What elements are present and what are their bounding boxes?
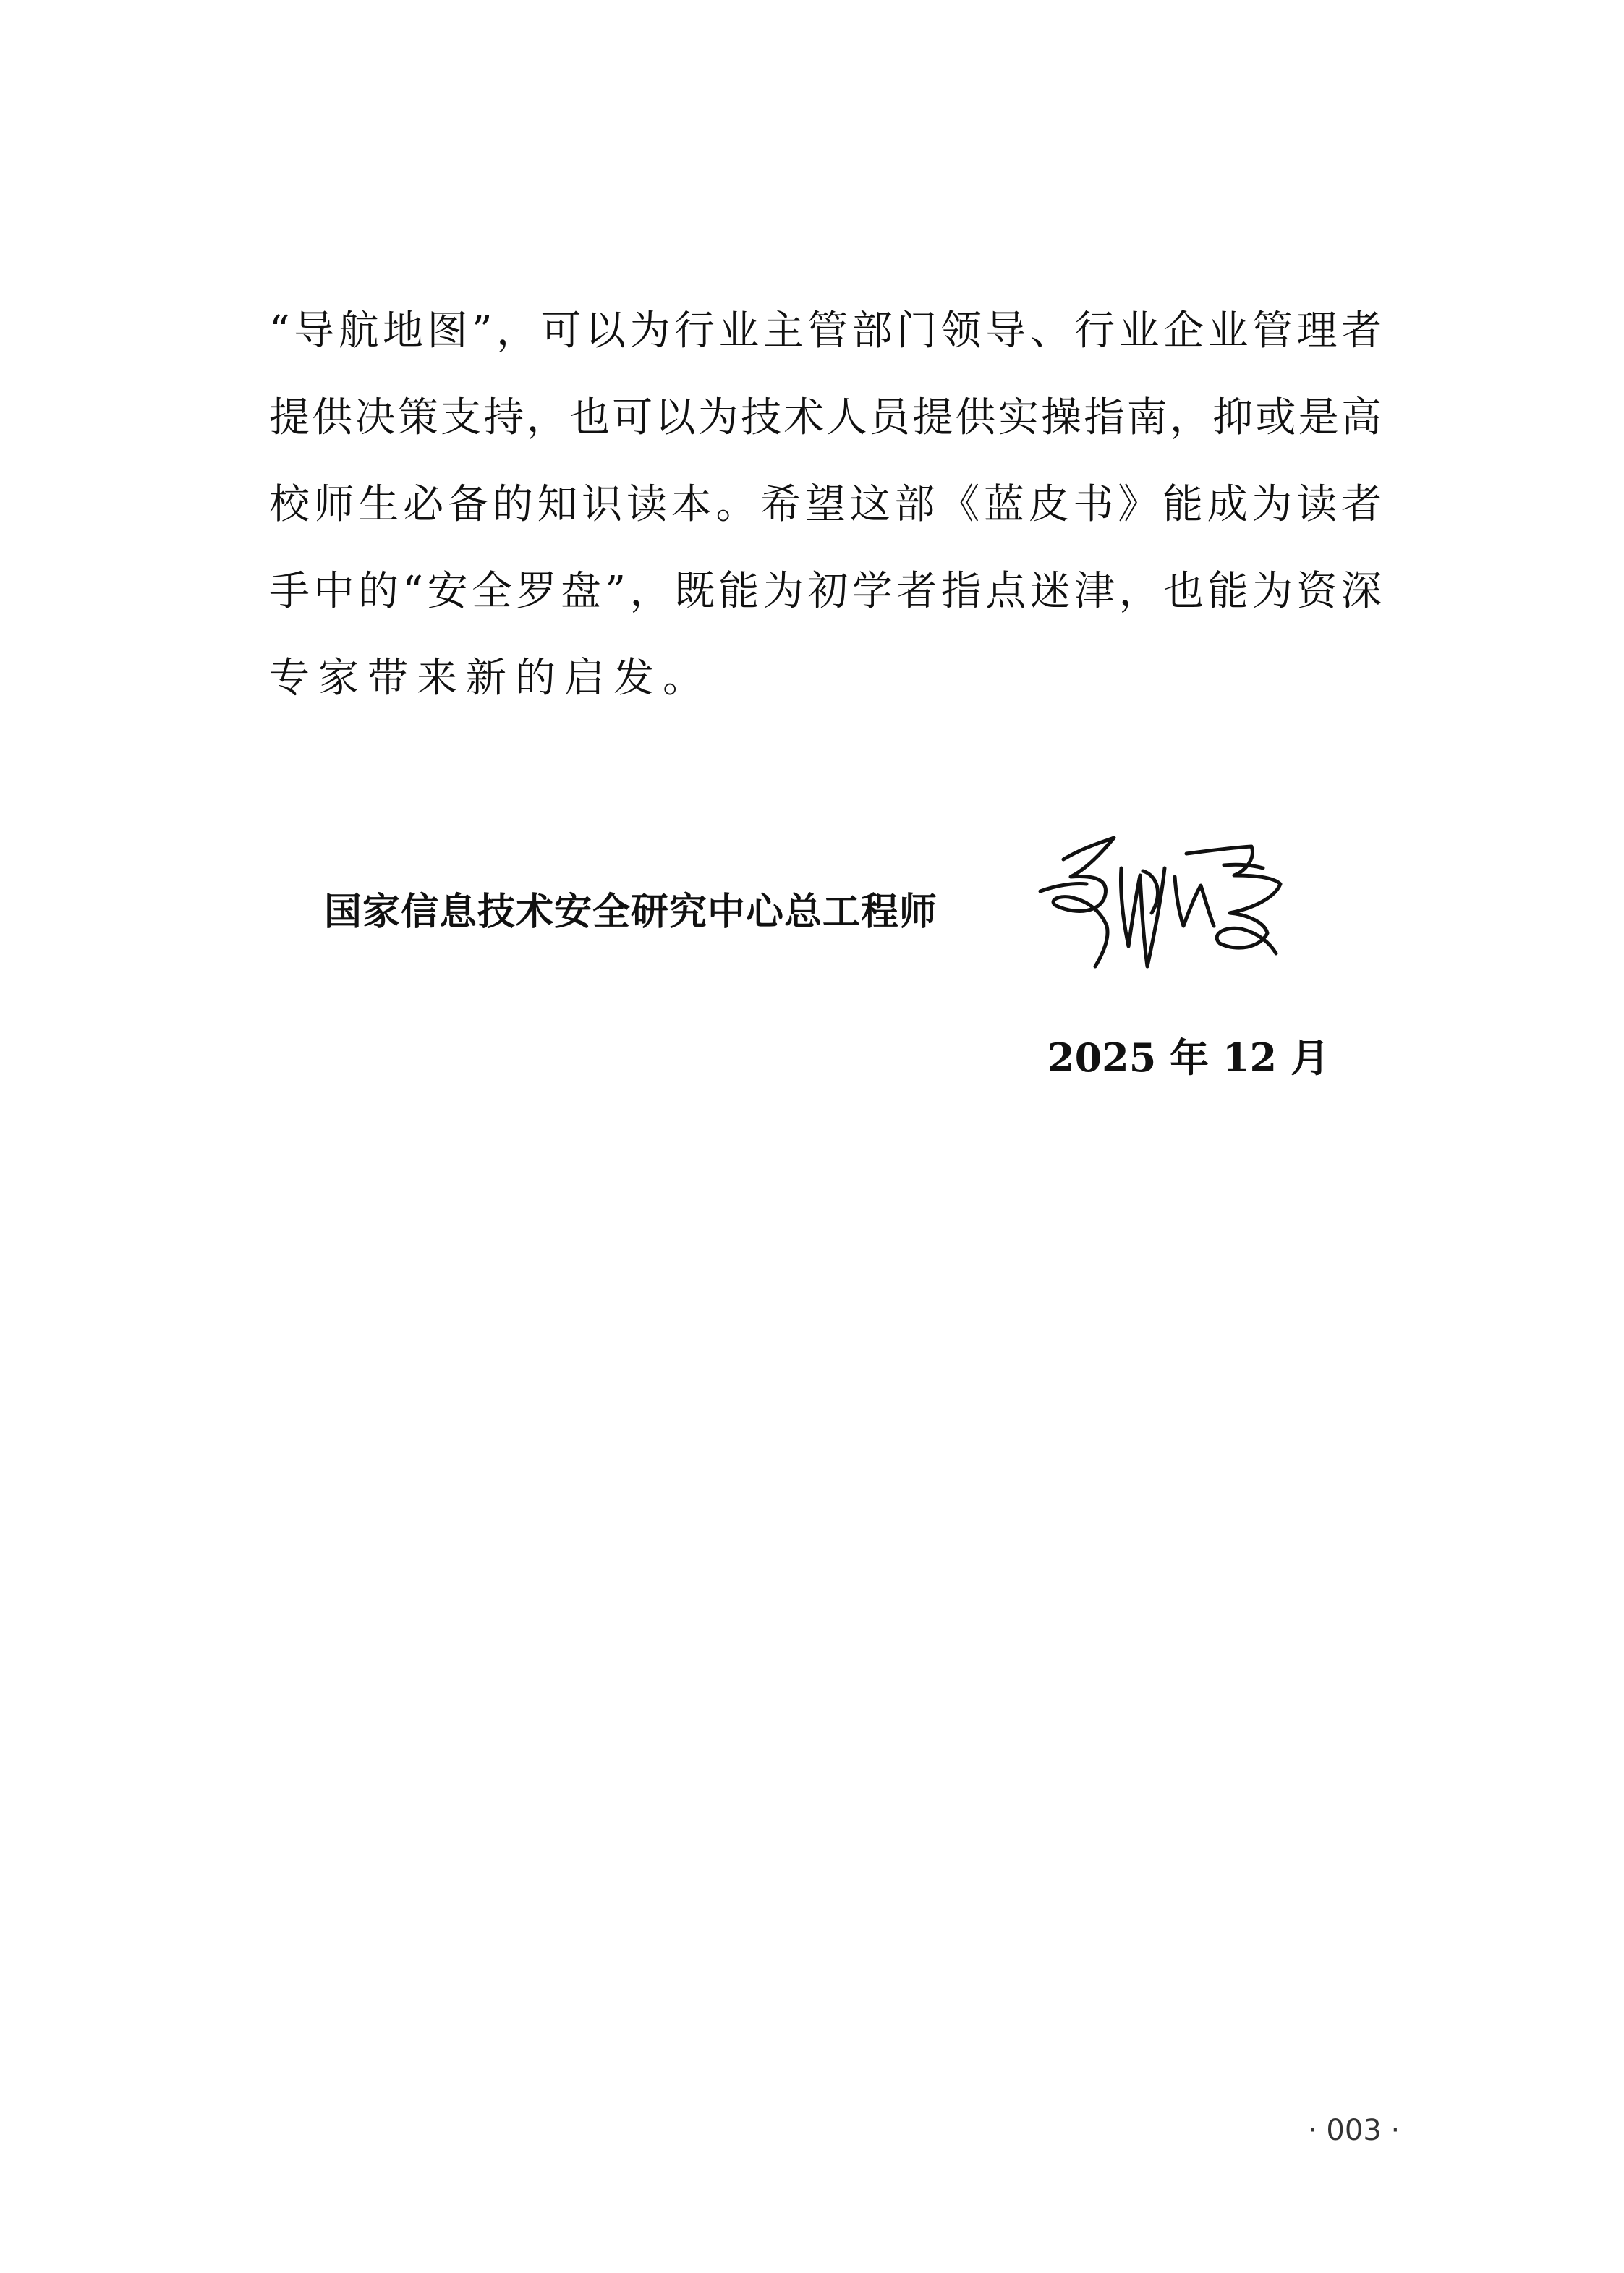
paragraph-line-2: 提供决策支持，也可以为技术人员提供实操指南，抑或是高 bbox=[269, 394, 1383, 441]
handwritten-signature bbox=[1034, 825, 1295, 984]
signature-block bbox=[324, 825, 1337, 969]
signatory-title: 国家信息技术安全研究中心总工程师 bbox=[324, 891, 938, 934]
paragraph-line-3: 校师生必备的知识读本。希望这部《蓝皮书》能成为读者 bbox=[269, 481, 1383, 528]
paragraph-line-1: “导航地图”，可以为行业主管部门领导、行业企业管理者 bbox=[269, 307, 1383, 354]
paragraph-line-4: 手中的“安全罗盘”，既能为初学者指点迷津，也能为资深 bbox=[269, 568, 1383, 615]
body-paragraph bbox=[269, 288, 1383, 722]
page-number: · 003 · bbox=[1308, 2114, 1400, 2147]
date-line: 2025 年 12 月 bbox=[1047, 1034, 1330, 1081]
paragraph-line-5: 专家带来新的启发。 bbox=[269, 655, 712, 702]
